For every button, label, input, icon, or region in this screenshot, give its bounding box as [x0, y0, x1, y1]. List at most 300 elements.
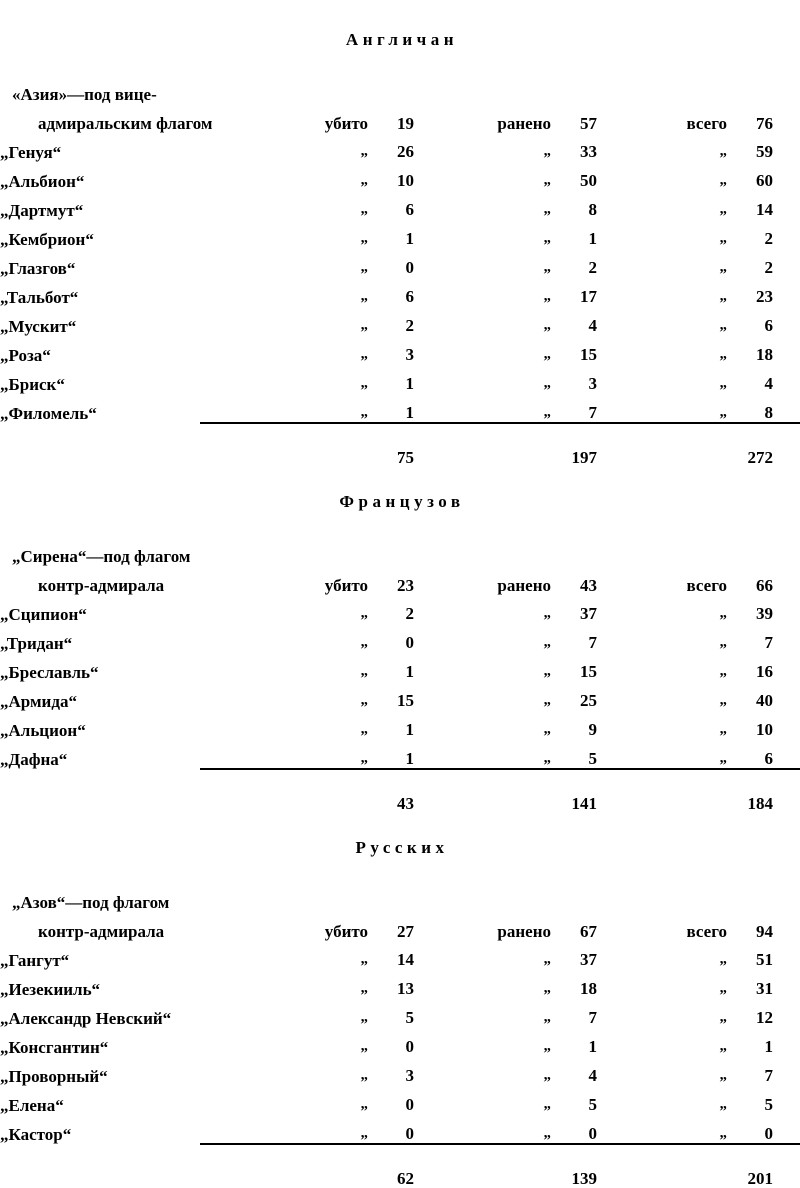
table-row [0, 969, 800, 998]
ditto-mark: „ [360, 1038, 368, 1054]
killed-value: 14 [397, 950, 414, 969]
wounded-cell [465, 1027, 655, 1056]
wounded-total-cell [465, 1157, 655, 1187]
ditto-mark: „ [543, 288, 551, 304]
ship-name: „Альбион“ [0, 172, 85, 191]
table-row [0, 940, 800, 969]
total-cell [655, 739, 800, 768]
table-row [0, 190, 800, 219]
ditto-mark: „ [719, 1125, 727, 1141]
wounded-cell [465, 710, 655, 739]
ditto-mark: „ [543, 750, 551, 766]
ditto-mark: „ [543, 143, 551, 159]
flagship-name-line1: „Азов“—под флагом [12, 893, 170, 912]
wounded-value: 8 [588, 200, 597, 219]
ditto-mark: „ [719, 721, 727, 737]
total-cell [655, 1114, 800, 1143]
flagship-row-line1 [0, 536, 800, 565]
total-cell [655, 652, 800, 681]
heading-spacer [0, 512, 800, 536]
ship-name: „Бриск“ [0, 375, 65, 394]
section-heading: Англичан [345, 30, 459, 49]
total-value: 2 [764, 229, 773, 248]
ditto-mark: „ [719, 1038, 727, 1054]
ditto-mark: „ [719, 605, 727, 621]
wounded-value: 3 [588, 374, 597, 393]
rule-spacer [0, 422, 300, 436]
empty-cell [300, 74, 800, 103]
wounded-cell [465, 911, 655, 940]
killed-cell [300, 739, 465, 768]
flagship-row-line2 [0, 911, 800, 940]
ship-name: „Глазгов“ [0, 259, 76, 278]
killed-value: 2 [405, 316, 414, 335]
ditto-mark: „ [360, 692, 368, 708]
killed-cell [300, 393, 465, 422]
total-cell [655, 248, 800, 277]
killed-value: 26 [397, 142, 414, 161]
total-cell [655, 364, 800, 393]
killed-value: 1 [405, 374, 414, 393]
wounded-value: 37 [580, 604, 597, 623]
rule-spacer [0, 1143, 300, 1157]
ship-name: „Дартмут“ [0, 201, 84, 220]
ditto-mark: „ [360, 1125, 368, 1141]
wounded-total-value: 139 [571, 1169, 597, 1188]
killed-cell [300, 623, 465, 652]
ditto-mark: „ [543, 692, 551, 708]
ditto-mark: „ [543, 1067, 551, 1083]
top-spacer [0, 0, 800, 30]
killed-total-cell [300, 1157, 465, 1187]
wounded-value: 4 [588, 1066, 597, 1085]
total-cell [655, 335, 800, 364]
ditto-mark: „ [360, 346, 368, 362]
ditto-mark: „ [543, 1125, 551, 1141]
ship-name: „Бреславль“ [0, 663, 99, 682]
ditto-mark: „ [543, 634, 551, 650]
heading-spacer [0, 858, 800, 882]
table-row [0, 132, 800, 161]
ditto-mark: „ [719, 375, 727, 391]
killed-cell [300, 1027, 465, 1056]
section-1 [0, 0, 800, 466]
ship-name: „Роза“ [0, 346, 51, 365]
total-total-value: 272 [747, 448, 773, 467]
total-cell [655, 998, 800, 1027]
ditto-mark: „ [360, 634, 368, 650]
wounded-label: ранено [497, 922, 551, 941]
total-total-cell [655, 1157, 800, 1187]
total-value: 2 [764, 258, 773, 277]
wounded-cell [465, 219, 655, 248]
ditto-mark: „ [719, 143, 727, 159]
section-spacer [0, 812, 800, 838]
total-cell [655, 623, 800, 652]
ditto-mark: „ [543, 375, 551, 391]
ditto-mark: „ [360, 201, 368, 217]
table-row [0, 248, 800, 277]
ditto-mark: „ [360, 1096, 368, 1112]
ditto-mark: „ [360, 605, 368, 621]
wounded-label: ранено [497, 576, 551, 595]
wounded-value: 18 [580, 979, 597, 998]
total-value: 10 [756, 720, 773, 739]
empty-cell [300, 536, 800, 565]
killed-value: 19 [397, 114, 414, 133]
ditto-mark: „ [360, 288, 368, 304]
flagship-row-line1 [0, 74, 800, 103]
wounded-value: 7 [588, 633, 597, 652]
wounded-cell [465, 1056, 655, 1085]
wounded-value: 1 [588, 1037, 597, 1056]
flagship-row-line1 [0, 882, 800, 911]
totals-row [0, 436, 800, 466]
flagship-row-line2 [0, 565, 800, 594]
rule-spacer [0, 768, 300, 782]
total-value: 12 [756, 1008, 773, 1027]
killed-value: 27 [397, 922, 414, 941]
ship-name: „Консгантин“ [0, 1038, 109, 1057]
wounded-cell [465, 364, 655, 393]
total-cell [655, 969, 800, 998]
wounded-cell [465, 940, 655, 969]
wounded-cell [465, 1114, 655, 1143]
wounded-value: 9 [588, 720, 597, 739]
killed-total-value: 43 [397, 794, 414, 813]
ditto-mark: „ [360, 172, 368, 188]
killed-value: 0 [405, 1095, 414, 1114]
total-cell [655, 103, 800, 132]
casualty-table [0, 882, 800, 1187]
wounded-value: 43 [580, 576, 597, 595]
total-cell [655, 1085, 800, 1114]
table-row [0, 335, 800, 364]
wounded-total-cell [465, 436, 655, 466]
total-total-cell [655, 436, 800, 466]
total-value: 23 [756, 287, 773, 306]
total-cell [655, 911, 800, 940]
total-cell [655, 1027, 800, 1056]
total-value: 7 [764, 633, 773, 652]
ditto-mark: „ [719, 663, 727, 679]
table-row [0, 998, 800, 1027]
killed-value: 15 [397, 691, 414, 710]
ditto-mark: „ [543, 980, 551, 996]
killed-cell [300, 594, 465, 623]
wounded-value: 5 [588, 1095, 597, 1114]
killed-cell [300, 1114, 465, 1143]
total-value: 8 [764, 403, 773, 422]
killed-value: 6 [405, 200, 414, 219]
wounded-value: 15 [580, 662, 597, 681]
ditto-mark: „ [360, 230, 368, 246]
killed-cell [300, 1085, 465, 1114]
killed-cell [300, 335, 465, 364]
table-row [0, 1114, 800, 1143]
total-value: 66 [756, 576, 773, 595]
wounded-cell [465, 739, 655, 768]
ditto-mark: „ [719, 346, 727, 362]
wounded-cell [465, 969, 655, 998]
ditto-mark: „ [543, 346, 551, 362]
ship-name: „Армида“ [0, 692, 77, 711]
total-cell [655, 132, 800, 161]
ship-name: „Тальбот“ [0, 288, 79, 307]
total-value: 40 [756, 691, 773, 710]
killed-value: 2 [405, 604, 414, 623]
flagship-name-line2: контр-адмирала [38, 922, 165, 941]
killed-value: 0 [405, 633, 414, 652]
killed-value: 1 [405, 749, 414, 768]
flagship-name-line1: „Сирена“—под флагом [12, 547, 191, 566]
wounded-cell [465, 190, 655, 219]
ditto-mark: „ [543, 1038, 551, 1054]
total-value: 4 [764, 374, 773, 393]
wounded-value: 2 [588, 258, 597, 277]
ditto-mark: „ [543, 404, 551, 420]
wounded-cell [465, 306, 655, 335]
ditto-mark: „ [719, 1096, 727, 1112]
ship-name: „Иезекииль“ [0, 980, 101, 999]
wounded-value: 50 [580, 171, 597, 190]
wounded-cell [465, 1085, 655, 1114]
wounded-value: 25 [580, 691, 597, 710]
killed-value: 1 [405, 720, 414, 739]
table-row [0, 1085, 800, 1114]
empty-cell [300, 882, 800, 911]
total-cell [655, 277, 800, 306]
ship-name: „Дафна“ [0, 750, 68, 769]
ship-name: „Сципион“ [0, 605, 87, 624]
total-value: 16 [756, 662, 773, 681]
ditto-mark: „ [543, 721, 551, 737]
wounded-label: ранено [497, 114, 551, 133]
ditto-mark: „ [543, 317, 551, 333]
wounded-cell [465, 681, 655, 710]
total-value: 59 [756, 142, 773, 161]
ditto-mark: „ [360, 721, 368, 737]
total-label: всего [686, 922, 727, 941]
wounded-cell [465, 161, 655, 190]
wounded-cell [465, 565, 655, 594]
ditto-mark: „ [719, 172, 727, 188]
killed-cell [300, 998, 465, 1027]
ditto-mark: „ [719, 404, 727, 420]
killed-value: 0 [405, 1124, 414, 1143]
totals-rule-row [0, 422, 800, 436]
ditto-mark: „ [360, 375, 368, 391]
total-value: 94 [756, 922, 773, 941]
totals-rule-row [0, 1143, 800, 1157]
ditto-mark: „ [360, 259, 368, 275]
killed-cell [300, 652, 465, 681]
flagship-name-line2: контр-адмирала [38, 576, 165, 595]
killed-cell [300, 132, 465, 161]
heading-spacer [0, 50, 800, 74]
ditto-mark: „ [719, 201, 727, 217]
totals-row [0, 782, 800, 812]
ditto-mark: „ [360, 951, 368, 967]
ship-name: „Александр Невский“ [0, 1009, 172, 1028]
table-row [0, 364, 800, 393]
wounded-value: 7 [588, 403, 597, 422]
total-value: 6 [764, 749, 773, 768]
wounded-cell [465, 132, 655, 161]
killed-value: 6 [405, 287, 414, 306]
flagship-row-line2 [0, 103, 800, 132]
flagship-name-line1: «Азия»—под вице- [12, 85, 157, 104]
killed-value: 3 [405, 1066, 414, 1085]
ditto-mark: „ [719, 317, 727, 333]
total-value: 5 [764, 1095, 773, 1114]
total-cell [655, 219, 800, 248]
killed-total-cell [300, 782, 465, 812]
wounded-value: 0 [588, 1124, 597, 1143]
ditto-mark: „ [719, 230, 727, 246]
total-value: 31 [756, 979, 773, 998]
totals-label-cell [0, 782, 300, 812]
ship-name: „Гангут“ [0, 951, 70, 970]
killed-value: 1 [405, 229, 414, 248]
killed-cell [300, 161, 465, 190]
killed-cell [300, 190, 465, 219]
wounded-value: 57 [580, 114, 597, 133]
ditto-mark: „ [719, 980, 727, 996]
rule-line [300, 422, 800, 436]
casualty-table [0, 536, 800, 812]
table-row [0, 1027, 800, 1056]
ditto-mark: „ [719, 1009, 727, 1025]
total-cell [655, 393, 800, 422]
table-row [0, 681, 800, 710]
killed-total-cell [300, 436, 465, 466]
killed-cell [300, 969, 465, 998]
total-label: всего [686, 576, 727, 595]
wounded-cell [465, 335, 655, 364]
ditto-mark: „ [543, 605, 551, 621]
casualty-table [0, 74, 800, 466]
wounded-total-value: 141 [571, 794, 597, 813]
ditto-mark: „ [543, 1009, 551, 1025]
ditto-mark: „ [360, 404, 368, 420]
ditto-mark: „ [543, 951, 551, 967]
killed-cell [300, 565, 465, 594]
wounded-cell [465, 623, 655, 652]
table-row [0, 710, 800, 739]
table-row [0, 739, 800, 768]
killed-cell [300, 277, 465, 306]
ditto-mark: „ [543, 663, 551, 679]
section-heading: Русских [355, 838, 449, 857]
table-row [0, 219, 800, 248]
wounded-value: 17 [580, 287, 597, 306]
killed-value: 0 [405, 1037, 414, 1056]
total-cell [655, 594, 800, 623]
table-row [0, 277, 800, 306]
ditto-mark: „ [719, 1067, 727, 1083]
killed-cell [300, 364, 465, 393]
ship-name: „Мускит“ [0, 317, 77, 336]
total-value: 1 [764, 1037, 773, 1056]
total-total-value: 184 [747, 794, 773, 813]
ship-name: „Елена“ [0, 1096, 64, 1115]
flagship-name-line2: адмиральским флагом [38, 114, 213, 133]
total-value: 60 [756, 171, 773, 190]
wounded-value: 67 [580, 922, 597, 941]
table-row [0, 623, 800, 652]
totals-label-cell [0, 436, 300, 466]
ship-name: „Проворный“ [0, 1067, 108, 1086]
total-value: 6 [764, 316, 773, 335]
ditto-mark: „ [719, 951, 727, 967]
wounded-total-cell [465, 782, 655, 812]
total-value: 0 [764, 1124, 773, 1143]
table-row [0, 306, 800, 335]
total-value: 51 [756, 950, 773, 969]
total-cell [655, 940, 800, 969]
ditto-mark: „ [360, 1009, 368, 1025]
ship-name: „Альцион“ [0, 721, 86, 740]
rule-line [300, 1143, 800, 1157]
killed-total-value: 62 [397, 1169, 414, 1188]
table-row [0, 652, 800, 681]
total-value: 39 [756, 604, 773, 623]
killed-cell [300, 1056, 465, 1085]
total-total-value: 201 [747, 1169, 773, 1188]
ditto-mark: „ [360, 663, 368, 679]
totals-row [0, 1157, 800, 1187]
total-cell [655, 710, 800, 739]
killed-value: 5 [405, 1008, 414, 1027]
wounded-value: 15 [580, 345, 597, 364]
total-value: 14 [756, 200, 773, 219]
killed-value: 1 [405, 662, 414, 681]
wounded-cell [465, 103, 655, 132]
ditto-mark: „ [360, 750, 368, 766]
wounded-cell [465, 594, 655, 623]
ditto-mark: „ [719, 750, 727, 766]
killed-cell [300, 219, 465, 248]
wounded-cell [465, 393, 655, 422]
table-row [0, 161, 800, 190]
total-cell [655, 681, 800, 710]
killed-label: убито [324, 922, 368, 941]
total-total-cell [655, 782, 800, 812]
wounded-cell [465, 277, 655, 306]
total-value: 76 [756, 114, 773, 133]
ditto-mark: „ [543, 259, 551, 275]
ditto-mark: „ [719, 288, 727, 304]
killed-cell [300, 940, 465, 969]
total-cell [655, 190, 800, 219]
total-cell [655, 1056, 800, 1085]
killed-total-value: 75 [397, 448, 414, 467]
ditto-mark: „ [360, 980, 368, 996]
ditto-mark: „ [360, 1067, 368, 1083]
section-spacer [0, 466, 800, 492]
ditto-mark: „ [719, 692, 727, 708]
table-row [0, 594, 800, 623]
killed-cell [300, 248, 465, 277]
wounded-value: 7 [588, 1008, 597, 1027]
ship-name: „Кембрион“ [0, 230, 94, 249]
killed-value: 1 [405, 403, 414, 422]
ditto-mark: „ [543, 1096, 551, 1112]
killed-cell [300, 681, 465, 710]
total-cell [655, 565, 800, 594]
ditto-mark: „ [719, 634, 727, 650]
